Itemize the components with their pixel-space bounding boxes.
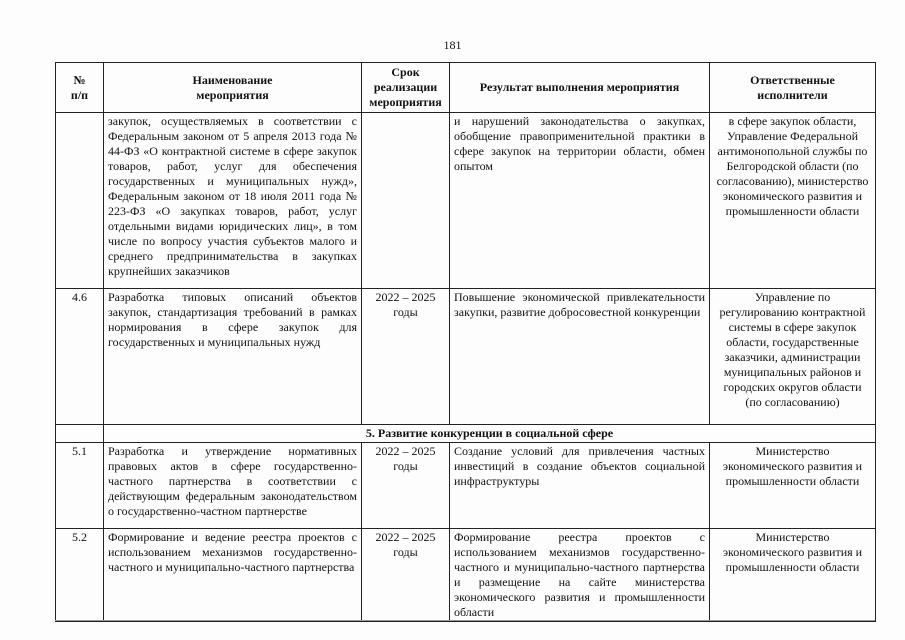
header-term: Срок реализации мероприятия [362,63,450,113]
header-name: Наименование мероприятия [104,63,362,113]
row-resp: в сфере закупок области, Управление Федеральной антимонопольной службы по Белгородской области (по согласованию), министерство экономического развития и промышленности области [710,113,876,289]
measures-table [55,62,876,622]
row-result: Создание условий для привлечения частных инвестиций в создание объектов социальной инфраструктуры [450,443,710,529]
row-term: 2022 – 2025 годы [362,529,450,622]
table-row [56,529,876,622]
row-resp: Министерство экономического развития и промышленности области [710,443,876,529]
row-name: Разработка и утверждение нормативных правовых актов в сфере государственно-частного партнерства в соответствии с действующим федеральным законодательством о государственно-частном партнерстве [104,443,362,529]
row-result: Повышение экономической привлекательности закупки, развитие добросовестной конкуренции [450,289,710,425]
table-row [56,113,876,289]
table-header-row [56,63,876,113]
row-num: 5.2 [56,529,104,622]
header-num: № п/п [56,63,104,113]
row-term [362,113,450,289]
table-row [56,289,876,425]
row-resp: Управление по регулированию контрактной системы в сфере закупок области, государственные заказчики, администрации муниципальных районов и городских округов области (по согласованию) [710,289,876,425]
row-num: 4.6 [56,289,104,425]
section-title: 5. Развитие конкуренции в социальной сфере [104,425,876,443]
header-result: Результат выполнения мероприятия [450,63,710,113]
section-row [56,425,876,443]
row-num [56,113,104,289]
page-number: 181 [443,38,462,52]
table-row [56,443,876,529]
row-result: и нарушений законодательства о закупках, обобщение правоприменительной практики в сфере закупок на территории области, обмен опытом [450,113,710,289]
row-name: закупок, осуществляемых в соответствии с Федеральным законом от 5 апреля 2013 года № 44-ФЗ «О контрактной системе в сфере закупок товаров, работ, услуг для обеспечения государственных и муниципальных нужд», Федеральным законом от 18 июля 2011 года № 223-ФЗ «О закупках товаров, работ, услуг отдельными видами юридических лиц», в том числе по вопросу участия субъектов малого и среднего предпринимательства в закупках крупнейших заказчиков [104,113,362,289]
header-resp: Ответственные исполнители [710,63,876,113]
row-resp: Министерство экономического развития и промышленности области [710,529,876,622]
row-term: 2022 – 2025 годы [362,289,450,425]
page-bottom-line [55,620,875,621]
row-term: 2022 – 2025 годы [362,443,450,529]
row-num: 5.1 [56,443,104,529]
row-name: Формирование и ведение реестра проектов с использованием механизмов государственно-частного и муниципально-частного партнерства [104,529,362,622]
row-result: Формирование реестра проектов с использованием механизмов государственно-частного и муниципально-частного партнерства и размещение на сайте министерства экономического развития и промышленности области [450,529,710,622]
row-name: Разработка типовых описаний объектов закупок, стандартизация требований в рамках нормирования в сфере закупок для государственных и муниципальных нужд [104,289,362,425]
